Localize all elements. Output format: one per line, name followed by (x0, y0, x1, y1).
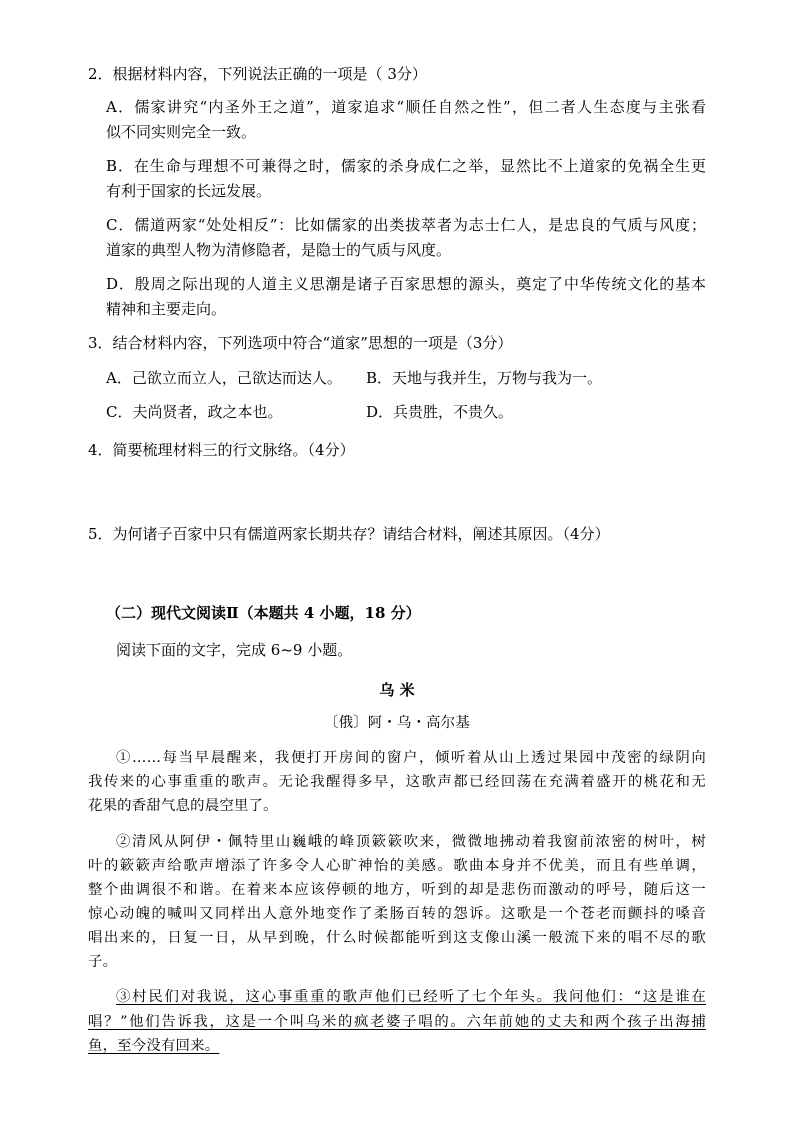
paragraph-2-line2: 叶的簌簌声给歌声增添了许多令人心旷神怡的美感。歌曲本身并不优美，而且有些单调， (88, 858, 706, 874)
paragraph-2-line5: 唱出来的，日复一日，从早到晚，什么时候都能听到这支像山溪一般流下来的唱不尽的歌 (88, 930, 706, 946)
q2-option-c-line1: C．儒道两家“处处相反”：比如儒家的出类拔萃者为志士仁人，是忠良的气质与风度； (106, 216, 706, 234)
paragraph-2-line4: 惊心动魄的喊叫又同样出人意外地变作了柔肠百转的怨诉。这歌是一个苍老而颤抖的嗓音 (88, 906, 706, 922)
q3-option-c: C．夫尚贤者，政之本也。 (106, 403, 283, 421)
q2-option-d-line1: D．殷周之际出现的人道主义思潮是诸子百家思想的源头，奠定了中华传统文化的基本 (106, 275, 706, 293)
q2-option-b-line1: B．在生命与理想不可兼得之时，儒家的杀身成仁之举，显然比不上道家的免祸全生更 (106, 157, 706, 175)
question-2-stem: 2．根据材料内容，下列说法正确的一项是（ 3分） (88, 65, 427, 83)
story-author: 〔俄〕阿・乌・高尔基 (324, 715, 470, 731)
paragraph-3-line2: 唱？”他们告诉我，这是一个叫乌米的疯老婆子唱的。六年前她的丈夫和两个孩子出海捕 (88, 1014, 706, 1030)
q2-option-b-line2: 有利于国家的长远发展。 (106, 182, 272, 200)
q3-option-a: A．己欲立而立人，己欲达而达人。 (106, 369, 342, 387)
question-5-stem: 5．为何诸子百家中只有儒道两家长期共存？请结合材料，阐述其原因。（4分） (88, 525, 610, 543)
paragraph-3-line1: ③村民们对我说，这心事重重的歌声他们已经听了七个年头。我问他们：“这是谁在 (116, 989, 706, 1005)
paragraph-3-line3: 鱼，至今没有回来。 (88, 1038, 220, 1054)
q2-option-a-line1: A．儒家讲究“内圣外王之道”，道家追求“顺任自然之性”，但二者人生态度与主张看 (106, 98, 706, 116)
paragraph-1-line1: ①……每当早晨醒来，我便打开房间的窗户，倾听着从山上透过果园中茂密的绿阴向 (116, 750, 706, 766)
paragraph-1-line2: 我传来的心事重重的歌声。无论我醒得多早，这歌声都已经回荡在充满着盛开的桃花和无 (88, 774, 706, 790)
q3-option-d: D．兵贵胜，不贵久。 (366, 403, 514, 421)
paragraph-2-line3: 整个曲调很不和谐。在着来本应该停顿的地方，听到的却是悲伤而激动的呼号，随后这一 (88, 882, 706, 898)
paragraph-1-line3: 花果的香甜气息的晨空里了。 (88, 798, 278, 814)
q2-option-d-line2: 精神和主要走向。 (106, 300, 227, 318)
q2-option-a-line2: 似不同实则完全一致。 (106, 123, 257, 141)
section-instruction: 阅读下面的文字，完成 6~9 小题。 (116, 641, 353, 659)
q2-option-c-line2: 道家的典型人物为清修隐者，是隐士的气质与风度。 (106, 241, 452, 259)
question-4-stem: 4．简要梳理材料三的行文脉络。（4分） (88, 441, 355, 459)
section-heading: （二）现代文阅读Ⅱ（本题共 4 小题，18 分） (106, 604, 421, 622)
story-title: 乌 米 (379, 681, 415, 699)
paragraph-2-line6: 子。 (88, 954, 118, 970)
q3-option-b: B．天地与我并生，万物与我为一。 (366, 369, 603, 387)
paragraph-2-line1: ②清风从阿伊・佩特里山巍峨的峰顶簌簌吹来，微微地拂动着我窗前浓密的树叶，树 (116, 834, 706, 850)
question-3-stem: 3．结合材料内容，下列选项中符合“道家”思想的一项是（3分） (88, 334, 513, 352)
